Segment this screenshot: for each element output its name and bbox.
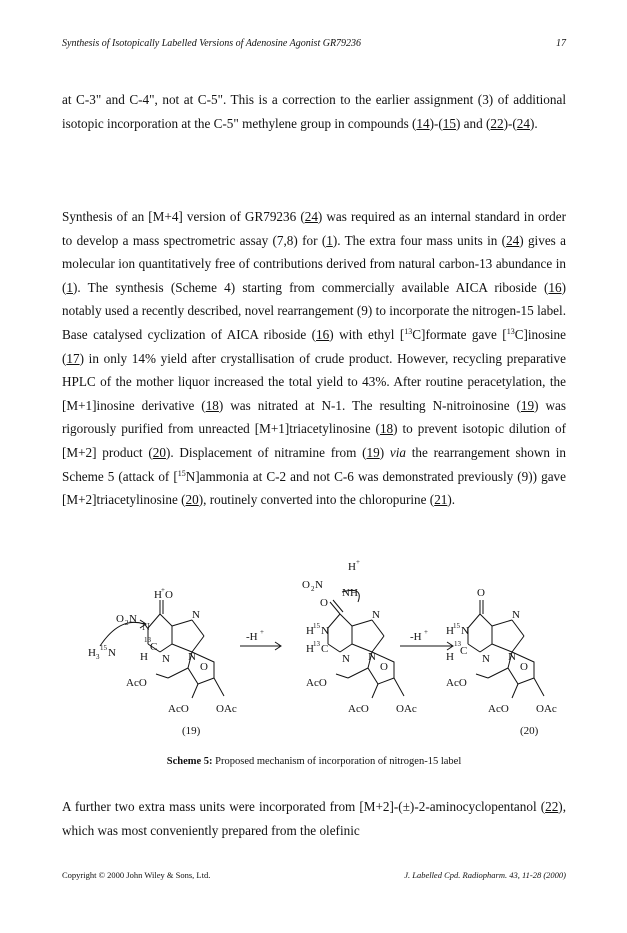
svg-text:H: H	[88, 647, 96, 659]
svg-text:N: N	[108, 647, 116, 659]
svg-text:AcO: AcO	[126, 677, 147, 689]
svg-text:H: H	[306, 625, 314, 637]
compound-ref: 21	[434, 492, 448, 508]
scheme-5-figure	[80, 556, 570, 746]
compound-ref: 20	[185, 492, 199, 508]
svg-text:(20): (20)	[520, 725, 539, 737]
compound-ref: 18	[205, 397, 219, 413]
svg-text:+: +	[424, 628, 428, 636]
compound-ref: 16	[548, 279, 562, 295]
svg-text:C: C	[321, 643, 329, 655]
svg-text:H: H	[446, 651, 454, 663]
compound-ref: 17	[66, 350, 80, 366]
svg-text:H: H	[140, 651, 148, 663]
svg-text:15: 15	[453, 622, 460, 630]
svg-text:+: +	[161, 586, 165, 594]
svg-text:O: O	[200, 661, 208, 673]
svg-text:15: 15	[100, 644, 107, 652]
svg-text:+: +	[356, 558, 360, 566]
svg-text:O: O	[477, 587, 485, 599]
svg-text:N: N	[461, 625, 469, 637]
svg-text:N: N	[342, 653, 350, 665]
svg-text:H: H	[306, 643, 314, 655]
copyright: Copyright © 2000 John Wiley & Sons, Ltd.	[62, 870, 211, 880]
compound-ref: 20	[152, 444, 166, 460]
svg-text:N: N	[321, 625, 329, 637]
svg-text:O: O	[116, 613, 124, 625]
svg-text:C: C	[150, 641, 158, 653]
svg-text:N: N	[192, 609, 200, 621]
reaction-scheme	[80, 556, 570, 746]
svg-text:N: N	[142, 621, 150, 633]
svg-text:AcO: AcO	[488, 703, 509, 715]
svg-text:N: N	[512, 609, 520, 621]
svg-text:N: N	[372, 609, 380, 621]
compound-ref: 24	[506, 232, 520, 248]
svg-text:AcO: AcO	[348, 703, 369, 715]
svg-text:H: H	[446, 625, 454, 637]
svg-text:O: O	[302, 579, 310, 591]
compound-ref: 24	[304, 209, 318, 224]
caption-text: Proposed mechanism of incorporation of nitrogen-15 label	[212, 756, 462, 767]
svg-text:N: N	[129, 613, 137, 625]
compound-ref: 1	[326, 232, 333, 248]
svg-text:O: O	[520, 661, 528, 673]
svg-text:N: N	[368, 651, 376, 663]
compound-ref: 22	[490, 115, 504, 131]
compound-ref: 16	[316, 326, 330, 342]
svg-text:OAc: OAc	[536, 703, 557, 715]
running-title: Synthesis of Isotopically Labelled Versions of Adenosine Agonist GR79236	[62, 38, 362, 49]
svg-text:-H: -H	[410, 631, 422, 643]
svg-text:+: +	[260, 628, 264, 636]
compound-ref: 19	[366, 444, 380, 460]
running-header	[62, 38, 566, 54]
svg-text:AcO: AcO	[446, 677, 467, 689]
svg-text:AcO: AcO	[168, 703, 189, 715]
compound-ref: 1	[66, 279, 73, 295]
svg-text:-H: -H	[246, 631, 258, 643]
svg-text:15: 15	[313, 622, 320, 630]
compound-ref: 24	[516, 115, 530, 131]
svg-text:OAc: OAc	[216, 703, 237, 715]
paragraph-3: A further two extra mass units were incorporated from [M+2]-(±)-2-aminocyclopentanol (22), which was most conveniently prepared from the olefinic	[62, 799, 566, 838]
svg-text:(19): (19)	[182, 725, 201, 737]
svg-text:3: 3	[96, 653, 100, 661]
paragraph-2: Synthesis of an [M+4] version of GR79236 (24) was required as an internal standard in order to develop a mass spectrometric assay (7,8) for (1). The extra four mass units in (24) gives a molecular ion quantitatively free of contributions derived from natural carbon-13 abundance in (1). The synthesis (Scheme 4) starting from commercially available AICA riboside (16) notably used a recently described, novel rearrangement (9) to incorporate the nitrogen-15 label. Base catalysed cyclization of AICA riboside (16) with ethyl [$^{13}$C]formate gave [$^{13}$C]inosine (17) in only 14% yield after crystallisation of crude product. However, recycling preparative HPLC of the mother liquor increased the total yield to 43%. After routine peracetylation, the [M+1]inosine derivative (18) was nitrated at N-1. The resulting N-nitroinosine (19) was rigorously purified from unreacted [M+1]triacetylinosine (18) to prevent isotopic dilution of [M+2] product (20). Displacement of nitramine from (19) via the rearrangement shown in Scheme 5 (attack of [$^{15}$N]ammonia at C-2 and not C-6 was demonstrated previously (9)) gave [M+2]triacetylinosine (20), routinely converted into the chloropurine (21).	[62, 209, 566, 508]
svg-text:N: N	[508, 651, 516, 663]
svg-text:H: H	[154, 589, 162, 601]
journal-citation: J. Labelled Cpd. Radiopharm. 43, 11-28 (2000)	[404, 870, 566, 880]
paragraph-1: at C-3" and C-4", not at C-5". This is a correction to the earlier assignment (3) of additional isotopic incorporation at the C-5" methylene group in compounds (14)-(15) and (22)-(24).	[62, 92, 566, 131]
svg-text:O: O	[165, 589, 173, 601]
svg-text:OAc: OAc	[396, 703, 417, 715]
svg-text:2: 2	[311, 585, 315, 593]
svg-text:O: O	[380, 661, 388, 673]
svg-text:C: C	[460, 645, 468, 657]
svg-text:NH: NH	[342, 587, 358, 599]
svg-text:O: O	[320, 597, 328, 609]
svg-text:13: 13	[144, 636, 151, 644]
svg-text:AcO: AcO	[306, 677, 327, 689]
compound-ref: 19	[520, 397, 535, 413]
caption-label: Scheme 5:	[166, 756, 213, 767]
svg-text:N: N	[188, 651, 196, 663]
svg-text:2: 2	[125, 619, 129, 627]
compound-ref: 15	[442, 115, 456, 131]
svg-text:N: N	[315, 579, 323, 591]
compound-ref: 14	[416, 115, 430, 131]
svg-text:13: 13	[454, 640, 461, 648]
svg-text:N: N	[162, 653, 170, 665]
svg-text:H: H	[348, 561, 356, 573]
page-number: 17	[556, 38, 566, 49]
svg-text:N: N	[482, 653, 490, 665]
compound-ref: 18	[379, 421, 394, 437]
scheme-caption	[62, 756, 566, 767]
compound-ref: 22	[545, 799, 559, 814]
svg-text:13: 13	[313, 640, 320, 648]
